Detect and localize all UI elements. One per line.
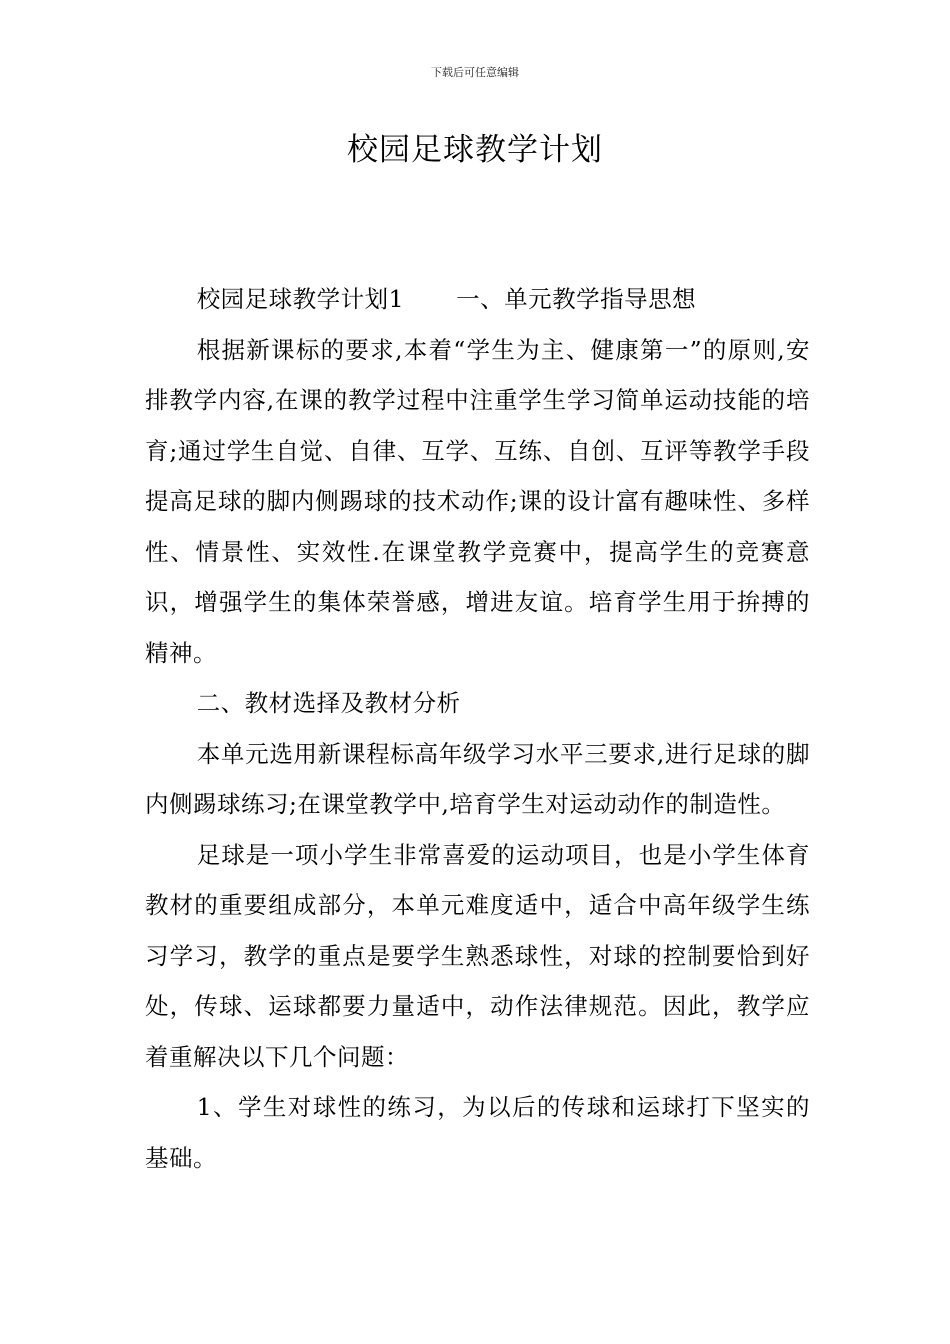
paragraph-material-analysis: 足球是一项小学生非常喜爱的运动项目，也是小学生体育教材的重要组成部分，本单元难度适中，适合中高年级学生练习学习，教学的重点是要学生熟悉球性，对球的控制要恰到好处，传球、运球都要力量适中，动作法律规范。因此，教学应着重解决以下几个问题：	[145, 840, 810, 1071]
document-body	[145, 274, 810, 1183]
paragraph-material-selection: 本单元选用新课程标高年级学习水平三要求,进行足球的脚内侧踢球练习;在课堂教学中,培育学生对运动动作的制造性。	[145, 739, 810, 818]
plan-subtitle: 校园足球教学计划1	[196, 285, 405, 313]
paragraph-point-1: 1、学生对球性的练习，为以后的传球和运球打下坚实的基础。	[145, 1093, 810, 1172]
document-title: 校园足球教学计划	[347, 132, 603, 168]
section-heading-2: 二、教材选择及教材分析	[196, 689, 461, 717]
page-header-note: 下载后可任意编辑	[431, 66, 519, 79]
section-heading-line	[145, 274, 810, 325]
section-heading-1: 一、单元教学指导思想	[456, 285, 697, 313]
paragraph-guiding-thought: 根据新课标的要求,本着“学生为主、健康第一”的原则,安排教学内容,在课的教学过程中注重学生学习简单运动技能的培育;通过学生自觉、自律、互学、互练、自创、互评等教学手段提高足球的脚内侧踢球的技术动作;课的设计富有趣味性、多样性、情景性、实效性.在课堂教学竞赛中，提高学生的竞赛意识，增强学生的集体荣誉感，增进友谊。培育学生用于拚搏的精神。	[145, 335, 810, 667]
